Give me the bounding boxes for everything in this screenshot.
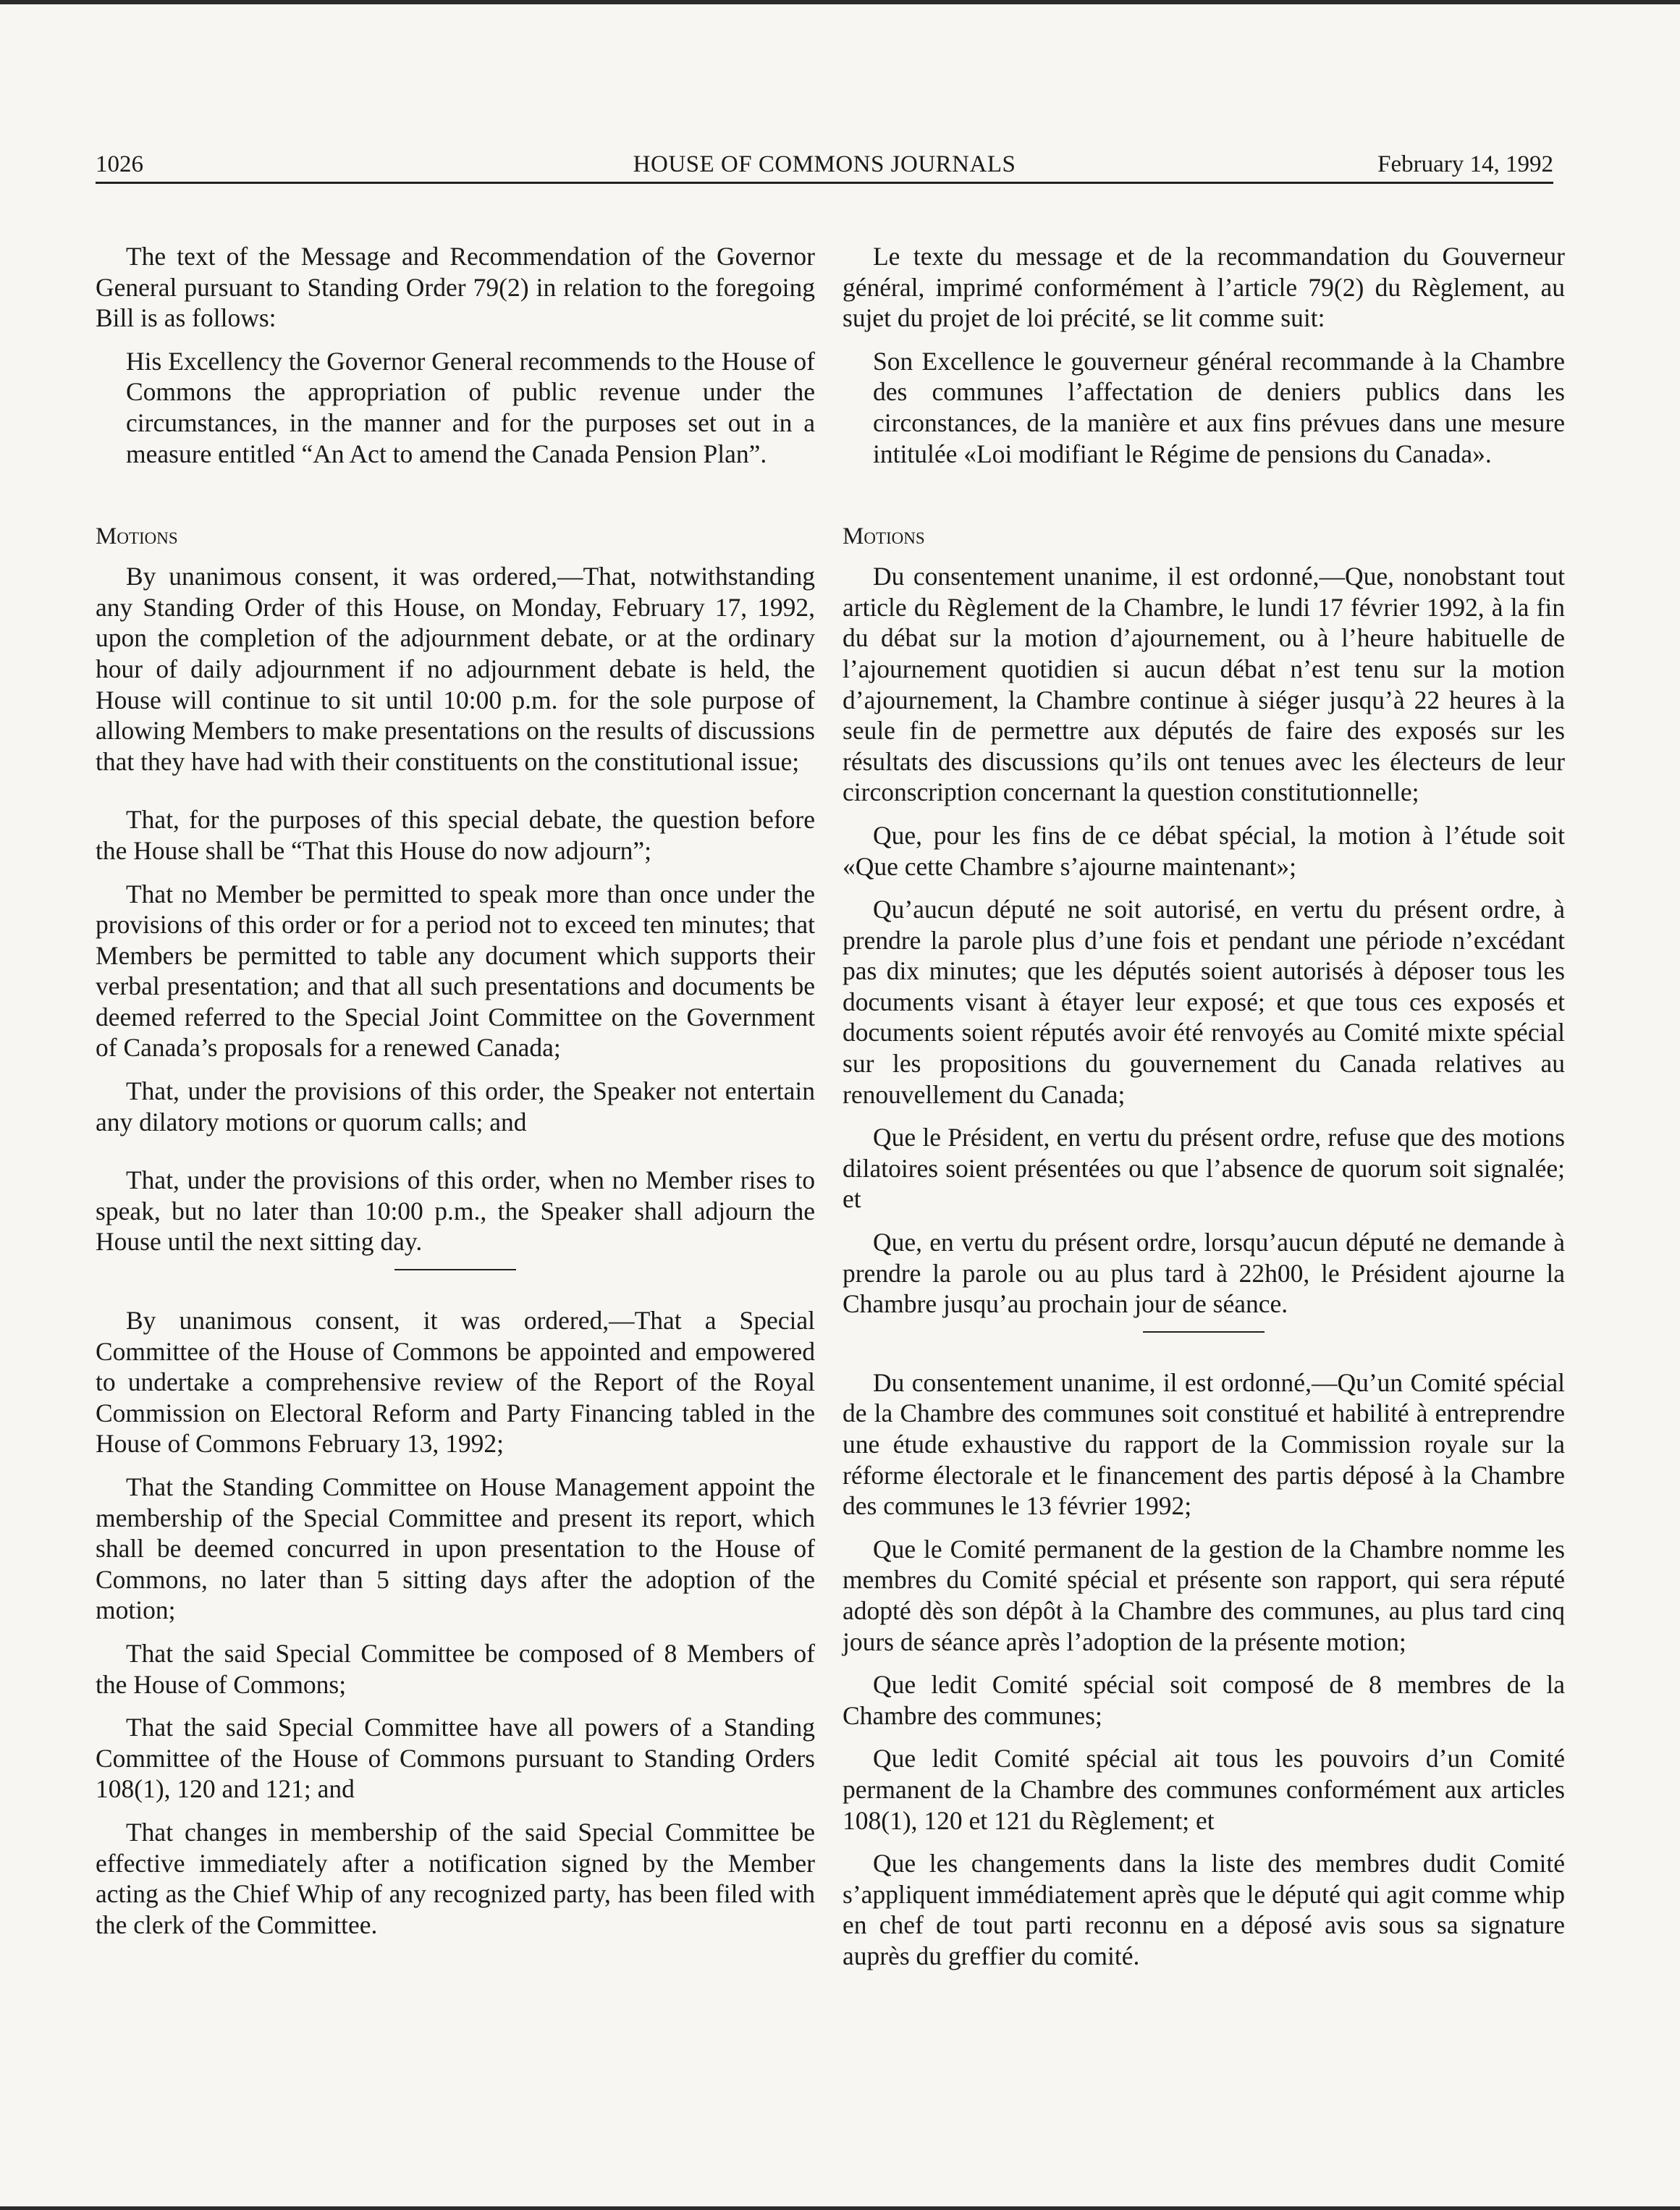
recommendation-quote: His Excellency the Governor General recommends to the House of Commons the appropriation of public revenue under the circumstances, in the manner and for the purposes set out in a measure entitled “An Act to amend the Canada Pension Plan”. <box>126 346 815 468</box>
section-divider <box>1143 1331 1265 1333</box>
motion-paragraph: Du consentement unanime, il est ordonné,—Que, nonobstant tout article du Règlement de la Chambre, le lundi 17 février 1992, à la fin du débat sur la motion d’ajournement, ou à l’heure habituelle de l’ajournement quotidien si aucun débat n’est tenu sur la motion d’ajournement, la Chambre continue à siéger jusqu’à 22 heures à la seule fin de permettre aux députés de faire des exposés sur les résultats des discussions qu’ils ont tenues avec les électeurs de leur circonscription concernant la question constitutionnelle; <box>843 562 1565 807</box>
page-top-edge <box>0 0 1680 4</box>
motion-paragraph: That, under the provisions of this order, the Speaker not entertain any dilatory motions or quorum calls; and <box>96 1076 815 1136</box>
message-intro: Le texte du message et de la recommandation du Gouverneur général, imprimé conformément à l’article 79(2) du Règlement, au sujet du projet de loi précité, se lit comme suit: <box>843 242 1565 333</box>
french-column <box>843 241 1565 1984</box>
committee-paragraph: Du consentement unanime, il est ordonné,—Qu’un Comité spécial de la Chambre des communes soit constitué et habilité à entreprendre une étude exhaustive du rapport de la Commission royale sur la réforme électorale et le financement des partis déposé à la Chambre des communes le 13 février 1992; <box>843 1367 1565 1521</box>
committee-paragraph: Que les changements dans la liste des membres dudit Comité s’appliquent immédiatement après que le député qui agit comme whip en chef de tout parti reconnu en a déposé avis sous sa signature auprès du greffier du comité. <box>843 1849 1565 1970</box>
message-intro: The text of the Message and Recommendation of the Governor General pursuant to Standing Order 79(2) in relation to the foregoing Bill is as follows: <box>96 242 815 333</box>
motion-paragraph: By unanimous consent, it was ordered,—That, notwithstanding any Standing Order of this House, on Monday, February 17, 1992, upon the completion of the adjournment debate, or at the ordinary hour of daily adjournment if no adjournment debate is held, the House will continue to sit until 10:00 p.m. for the sole purpose of allowing Members to make presentations on the results of discussions that they have had with their constituents on the constitutional issue; <box>96 562 815 776</box>
journal-title: HOUSE OF COMMONS JOURNALS <box>633 151 1016 177</box>
page-number: 1026 <box>96 151 143 177</box>
english-column <box>96 241 815 1952</box>
recommendation-quote: Son Excellence le gouverneur général recommande à la Chambre des communes l’affectation de deniers publics dans les circonstances, de la manière et aux fins prévues dans une mesure intitulée «Loi modifiant le Régime de pensions du Canada». <box>873 346 1565 468</box>
committee-paragraph: Que le Comité permanent de la gestion de la Chambre nomme les membres du Comité spécial et présente son rapport, qui sera réputé adopté dès son dépôt à la Chambre des communes, au plus tard cinq jours de séance après l’adoption de la présente motion; <box>843 1534 1565 1656</box>
committee-paragraph: By unanimous consent, it was ordered,—That a Special Committee of the House of Commons be appointed and empowered to undertake a comprehensive review of the Report of the Royal Commission on Electoral Reform and Party Financing tabled in the House of Commons February 13, 1992; <box>96 1306 815 1459</box>
page-header <box>96 147 1553 184</box>
committee-paragraph: That changes in membership of the said Special Committee be effective immediately after a notification signed by the Member acting as the Chief Whip of any recognized party, has been filed with the clerk of the Committee. <box>96 1817 815 1939</box>
committee-paragraph: Que ledit Comité spécial ait tous les pouvoirs d’un Comité permanent de la Chambre des communes conformément aux articles 108(1), 120 et 121 du Règlement; et <box>843 1744 1565 1835</box>
motion-paragraph: Que, en vertu du présent ordre, lorsqu’aucun député ne demande à prendre la parole ou au plus tard à 22h00, le Président ajourne la Chambre jusqu’au prochain jour de séance. <box>843 1228 1565 1319</box>
motion-paragraph: That no Member be permitted to speak more than once under the provisions of this order or for a period not to exceed ten minutes; that Members be permitted to table any document which supports their verbal presentation; and that all such presentations and documents be deemed referred to the Special Joint Committee on the Government of Canada’s proposals for a renewed Canada; <box>96 879 815 1063</box>
committee-paragraph: That the Standing Committee on House Management appoint the membership of the Special Committee and present its report, which shall be deemed concurred in upon presentation to the House of Commons, no later than 5 sitting days after the adoption of the motion; <box>96 1472 815 1625</box>
committee-paragraph: That the said Special Committee be composed of 8 Members of the House of Commons; <box>96 1638 815 1699</box>
committee-paragraph: That the said Special Committee have all powers of a Standing Committee of the House of Commons pursuant to Standing Orders 108(1), 120 and 121; and <box>96 1713 815 1804</box>
motion-paragraph: That, for the purposes of this special debate, the question before the House shall be “That this House do now adjourn”; <box>96 805 815 865</box>
motions-heading: Motions <box>96 523 178 550</box>
motion-paragraph: Que le Président, en vertu du présent ordre, refuse que des motions dilatoires soient présentées ou que l’absence de quorum soit signalée; et <box>843 1123 1565 1214</box>
committee-paragraph: Que ledit Comité spécial soit composé de 8 membres de la Chambre des communes; <box>843 1670 1565 1730</box>
page-bottom-edge <box>0 2206 1680 2210</box>
motion-paragraph: Que, pour les fins de ce débat spécial, la motion à l’étude soit «Que cette Chambre s’ajourne maintenant»; <box>843 820 1565 881</box>
header-date: February 14, 1992 <box>1377 151 1553 177</box>
section-divider <box>394 1269 516 1270</box>
motion-paragraph: That, under the provisions of this order, when no Member rises to speak, but no later than 10:00 p.m., the Speaker shall adjourn the House until the next sitting day. <box>96 1165 815 1257</box>
motion-paragraph: Qu’aucun député ne soit autorisé, en vertu du présent ordre, à prendre la parole plus d’une fois et pendant une période n’excédant pas dix minutes; que les députés soient autorisés à déposer tous les documents visant à étayer leur exposé; et que tous ces exposés et documents soient réputés avoir été renvoyés au Comité mixte spécial sur les propositions du gouvernement du Canada relatives au renouvellement du Canada; <box>843 895 1565 1109</box>
motions-heading: Motions <box>843 523 925 550</box>
